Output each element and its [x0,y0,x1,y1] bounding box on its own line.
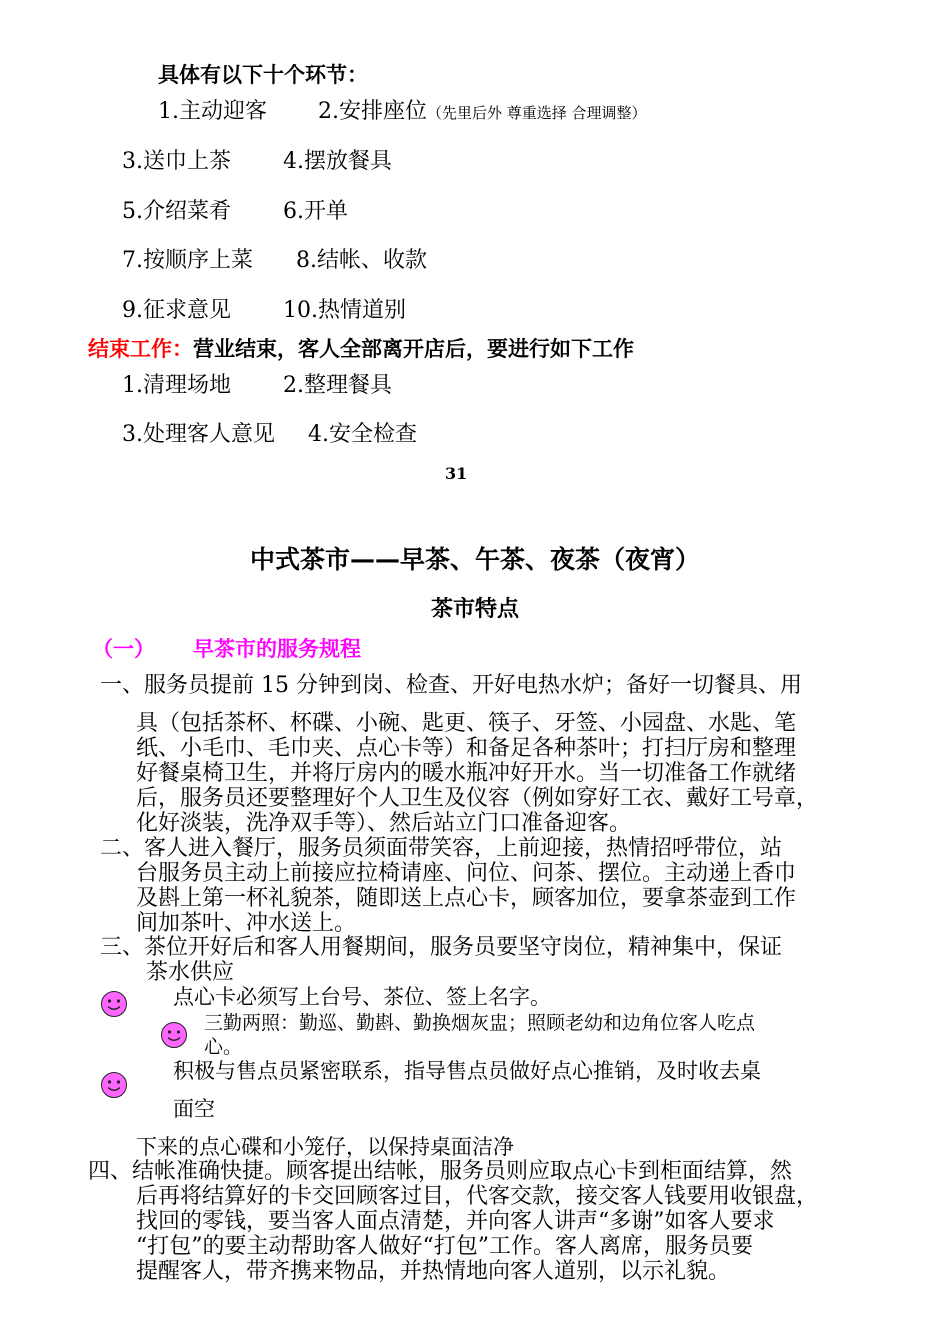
step-2-note: （先里后外 尊重选择 合理调整） [427,104,647,122]
bullet-3-line-3: 下来的点心碟和小笼仔，以保持桌面洁净 [136,1135,514,1159]
para-1-line: 纸、小毛巾、毛巾夹、点心卡等）和备足各种茶叶；打扫厅房和整理 [136,736,797,761]
bullet-2-line-1: 三勤两照：勤巡、勤斟、勤换烟灰盅；照顾老幼和边角位客人吃点 [204,1012,756,1034]
step-5: 5.介绍菜肴 [122,199,231,224]
para-1-line: 具（包括茶杯、杯碟、小碗、匙更、筷子、牙签、小园盘、水匙、笔 [136,711,797,736]
step-6: 6.开单 [283,199,348,224]
para-4 [88,1159,818,1284]
closing-text: 营业结束，客人全部离开店后，要进行如下工作 [193,336,634,361]
bullet-3-line-2: 面空 [173,1097,215,1121]
para-1-body [100,711,818,836]
para-2-line: 及斟上第一杯礼貌茶，随即送上点心卡，顾客加位，要拿茶壶到工作 [136,886,797,911]
para-3 [100,935,782,985]
para-4-line: 找回的零钱，要当客人面点清楚，并向客人讲声“多谢”如客人要求 [136,1209,775,1234]
page-subtitle: 茶市特点 [430,597,519,622]
para-2-line: 间加茶叶、冲水送上。 [136,911,357,936]
para-4-line: 提醒客人，带齐携来物品，并热情地向客人道别，以示礼貌。 [136,1259,731,1284]
bullet-1: 点心卡必须写上台号、茶位、签上名字。 [173,985,551,1009]
para-1-line: 好餐桌椅卫生，并将厅房内的暖水瓶冲好开水。当一切准备工作就绪 [136,761,797,786]
section-label: （一） [92,636,155,661]
bullet-3-line-1: 积极与售点员紧密联系，指导售点员做好点心推销，及时收去桌 [173,1059,761,1083]
closing-heading [88,336,634,362]
para-1-line: 化好淡装，洗净双手等）、然后站立门口准备迎客。 [136,811,632,836]
para-2 [100,836,796,936]
para-3-first-line: 三、茶位开好后和客人用餐期间，服务员要坚守岗位，精神集中，保证 [100,935,783,960]
step-2-label: 2.安排座位 [318,99,427,124]
step-8: 8.结帐、收款 [296,248,427,273]
bullet-2 [204,1011,755,1059]
para-3-second-line: 茶水供应 [146,960,235,985]
para-4-first-line: 四、结帐准确快捷。顾客提出结帐，服务员则应取点心卡到柜面结算，然 [88,1159,793,1184]
smiley-face-icon [100,990,128,1018]
step-3: 3.送巾上茶 [122,149,231,174]
page-title: 中式茶市——早茶、午茶、夜茶（夜宵） [249,545,700,574]
para-1-line: 后，服务员还要整理好个人卫生及仪容（例如穿好工衣、戴好工号章， [136,786,819,811]
para-4-line: “打包”的要主动帮助客人做好“打包”工作。客人离席，服务员要 [136,1234,753,1259]
step-2 [318,99,647,126]
step-1: 1.主动迎客 [158,99,267,124]
step-4: 4.摆放餐具 [283,149,392,174]
smiley-face-icon [100,1071,128,1099]
para-2-first-line: 二、客人进入餐厅，服务员须面带笑容，上前迎接，热情招呼带位，站 [100,836,783,861]
page-number: 31 [445,464,468,483]
closing-step-2: 2.整理餐具 [283,373,392,398]
section-title: 早茶市的服务规程 [193,636,361,661]
section-heading [92,636,361,662]
closing-step-1: 1.清理场地 [122,373,231,398]
para-4-line: 后再将结算好的卡交回顾客过目，代客交款，接交客人钱要用收银盘， [136,1184,819,1209]
closing-step-3: 3.处理客人意见 [122,422,275,447]
para-2-line: 台服务员主动上前接应拉椅请座、问位、问茶、摆位。主动递上香巾 [136,861,797,886]
step-9: 9.征求意见 [122,298,231,323]
bullet-2-line-2: 心。 [204,1036,243,1058]
closing-step-4: 4.安全检查 [308,422,417,447]
para-1-first-line: 一、服务员提前 15 分钟到岗、检查、开好电热水炉；备好一切餐具、用 [100,673,802,698]
intro-heading: 具体有以下十个环节： [158,62,368,87]
step-10: 10.热情道别 [283,298,406,323]
closing-label: 结束工作： [88,336,193,361]
step-7: 7.按顺序上菜 [122,248,253,273]
smiley-face-icon [160,1021,188,1049]
